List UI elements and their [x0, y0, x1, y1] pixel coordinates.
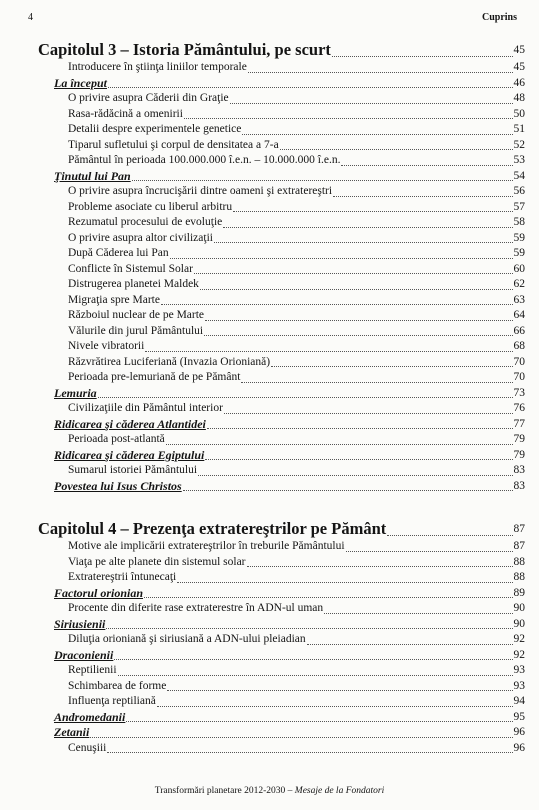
toc-item-title: Detalii despre experimentele genetice [68, 123, 242, 135]
toc-section-title: Ţinutul lui Pan [54, 168, 131, 183]
dot-leader [332, 50, 513, 57]
toc-section-title: Ridicarea şi căderea Atlantidei [54, 416, 206, 431]
toc-item[interactable] [38, 122, 525, 138]
page-header [0, 12, 539, 26]
toc-item[interactable] [38, 246, 525, 262]
toc-item[interactable] [38, 308, 525, 324]
toc-section-title: Povestea lui Isus Christos [54, 478, 182, 493]
toc-section-title: Zetanii [54, 725, 90, 739]
dot-leader [144, 591, 512, 598]
chapter-heading-page: 45 [513, 44, 525, 56]
toc-section-page: 77 [513, 417, 525, 430]
dot-leader [307, 638, 513, 645]
toc-item[interactable] [38, 741, 525, 757]
toc-item-title: Introducere în ştiinţa liniilor temporale [68, 61, 247, 73]
toc-section[interactable] [38, 617, 525, 633]
toc-item-page: 87 [513, 540, 525, 552]
toc-item-title: O privire asupra altor civilizaţii [68, 231, 213, 244]
toc-item-page: 70 [513, 355, 525, 368]
dot-leader [184, 112, 513, 119]
toc-section[interactable] [38, 710, 525, 726]
dot-leader [126, 715, 512, 722]
toc-section-title: Siriusienii [54, 616, 106, 631]
toc-item[interactable] [38, 153, 525, 169]
page-number: 4 [28, 12, 33, 23]
toc-item-page: 64 [513, 309, 525, 321]
toc-item[interactable] [38, 293, 525, 309]
toc-section-title: Draconienii [54, 647, 114, 662]
chapter-heading-title: Capitolul 3 – Istoria Pământului, pe scurt [38, 40, 331, 59]
toc-section[interactable] [38, 725, 525, 741]
toc-item[interactable] [38, 107, 525, 123]
toc-section-page: 79 [513, 448, 525, 461]
dot-leader [170, 252, 513, 259]
toc-item[interactable] [38, 401, 525, 417]
toc-section[interactable] [38, 169, 525, 185]
toc-item-page: 59 [513, 231, 525, 244]
toc-section[interactable] [38, 76, 525, 92]
page-footer [0, 786, 539, 796]
toc-section-page: 95 [513, 710, 525, 723]
toc-section[interactable] [38, 448, 525, 464]
toc-item-page: 60 [513, 262, 525, 275]
toc-item-page: 59 [513, 247, 525, 259]
dot-leader [387, 529, 512, 536]
dot-leader [248, 66, 513, 73]
toc-item-page: 50 [513, 107, 525, 120]
toc-item-page: 51 [513, 123, 525, 135]
toc-section[interactable] [38, 586, 525, 602]
toc-item[interactable] [38, 694, 525, 710]
dot-leader [346, 545, 513, 552]
toc-item-page: 45 [513, 61, 525, 73]
dot-leader [90, 731, 512, 738]
toc-item-title: O privire asupra încrucişării dintre oameni şi extratereştri [68, 185, 333, 197]
dot-leader [205, 314, 512, 321]
footer-subtitle: Mesaje de la Fondatori [294, 786, 385, 796]
chapter-heading[interactable] [38, 519, 525, 539]
toc-item[interactable] [38, 632, 525, 648]
dot-leader [247, 560, 513, 567]
toc-item-page: 48 [513, 92, 525, 104]
toc-item[interactable] [38, 539, 525, 555]
dot-leader [233, 205, 512, 212]
dot-leader [166, 438, 513, 445]
toc-item-title: Conflicte în Sistemul Solar [68, 262, 193, 275]
dot-leader [183, 484, 513, 491]
toc-item-title: Migraţia spre Marte [68, 293, 160, 306]
toc-item-title: Reptilienii [68, 664, 117, 676]
toc-section[interactable] [38, 417, 525, 433]
dot-leader [242, 128, 512, 135]
dot-leader [333, 190, 512, 197]
dot-leader [271, 360, 512, 367]
dot-leader [98, 391, 513, 398]
dot-leader [167, 684, 512, 691]
toc-section-page: 96 [513, 726, 525, 738]
toc-chapter-3 [38, 40, 525, 494]
toc-item-title: Nivele vibratorii [68, 340, 145, 352]
toc-item-title: Distrugerea planetei Maldek [68, 278, 199, 290]
toc-item-page: 88 [513, 571, 525, 583]
toc-item-title: Războiul nuclear de pe Marte [68, 309, 205, 321]
dot-leader [205, 453, 512, 460]
toc-section-page: 89 [513, 586, 525, 599]
toc-item-page: 90 [513, 602, 525, 614]
toc-item[interactable] [38, 138, 525, 154]
toc-section-title: Andromedanii [54, 709, 126, 724]
toc-item-page: 70 [513, 371, 525, 383]
toc-section-page: 73 [513, 386, 525, 399]
running-title: Cuprins [481, 12, 517, 23]
toc-item-title: O privire asupra Căderii din Graţie [68, 92, 229, 104]
toc-item-page: 66 [513, 324, 525, 337]
dot-leader [177, 576, 512, 583]
toc-item-page: 94 [513, 695, 525, 707]
toc-item[interactable] [38, 555, 525, 571]
toc-item[interactable] [38, 663, 525, 679]
toc-item-title: Sumarul istoriei Pământului [68, 464, 198, 476]
toc-item-page: 92 [513, 633, 525, 645]
dot-leader [132, 174, 513, 181]
toc-item-page: 93 [513, 664, 525, 676]
toc-item-title: Diluţia orioniană şi siriusiană a ADN-ului pleiadian [68, 633, 306, 645]
toc-item[interactable] [38, 231, 525, 247]
toc-section-page: 92 [513, 648, 525, 661]
toc-item-title: Influenţa reptiliană [68, 695, 156, 707]
toc-section[interactable] [38, 648, 525, 664]
toc-section-page: 46 [513, 76, 525, 89]
toc-item-title: Schimbarea de forme [68, 679, 167, 692]
toc-item-page: 62 [513, 278, 525, 290]
toc-item[interactable] [38, 679, 525, 695]
toc-section-page: 83 [513, 479, 525, 492]
toc-item-title: Procente din diferite rase extraterestre în ADN-ul uman [68, 602, 324, 614]
chapter-heading[interactable] [38, 40, 525, 60]
toc-item[interactable] [38, 60, 525, 76]
toc-item[interactable] [38, 339, 525, 355]
toc-chapter-4 [38, 519, 525, 756]
toc-item[interactable] [38, 432, 525, 448]
toc-item[interactable] [38, 262, 525, 278]
toc-item-page: 52 [513, 138, 525, 151]
dot-leader [241, 376, 512, 383]
toc-item-title: Rezumatul procesului de evoluţie [68, 216, 223, 228]
toc-item[interactable] [38, 277, 525, 293]
toc-item-title: După Căderea lui Pan [68, 247, 169, 259]
dot-leader [114, 653, 512, 660]
toc-item-title: Motive ale implicării extratereştrilor în treburile Pământului [68, 540, 345, 552]
dot-leader [161, 298, 513, 305]
toc-section-title: La început [54, 75, 107, 90]
toc-item-title: Tiparul sufletului şi corpul de densitatea a 7-a [68, 138, 279, 151]
toc-item[interactable] [38, 463, 525, 479]
dot-leader [157, 700, 513, 707]
toc-item-page: 88 [513, 555, 525, 568]
dot-leader [214, 236, 513, 243]
toc-section[interactable] [38, 479, 525, 495]
dot-leader [230, 97, 513, 104]
toc-item-title: Cenuşiii [68, 741, 107, 754]
dot-leader [108, 81, 513, 88]
toc-item-title: Rasa-rădăcină a omenirii [68, 107, 183, 120]
toc-item-page: 56 [513, 185, 525, 197]
toc-item[interactable] [38, 324, 525, 340]
toc-item-page: 68 [513, 340, 525, 352]
toc-section-page: 54 [513, 169, 525, 182]
toc-section-title: Factorul orionian [54, 585, 144, 600]
chapter-heading-page: 87 [513, 523, 525, 535]
toc-item-title: Vălurile din jurul Pământului [68, 324, 204, 337]
dot-leader [341, 159, 512, 166]
dot-leader [223, 221, 512, 228]
toc-item-page: 79 [513, 433, 525, 445]
toc-section-page: 90 [513, 617, 525, 630]
toc-item-page: 96 [513, 741, 525, 754]
toc-item-page: 57 [513, 200, 525, 213]
toc-item-page: 76 [513, 402, 525, 414]
toc-item-title: Probleme asociate cu liberul arbitru [68, 200, 233, 213]
dot-leader [118, 669, 513, 676]
dot-leader [224, 407, 513, 414]
toc-item-page: 83 [513, 464, 525, 476]
toc-section-title: Lemuria [54, 385, 97, 400]
toc-item[interactable] [38, 601, 525, 617]
toc-item-title: Civilizaţiile din Pământul interior [68, 402, 223, 414]
toc-item[interactable] [38, 91, 525, 107]
footer-book-title: Transformări planetare 2012-2030 – [154, 786, 295, 796]
toc-item[interactable] [38, 184, 525, 200]
toc-section-title: Ridicarea şi căderea Egiptului [54, 447, 205, 462]
toc-item-title: Extratereştrii întunecaţi [68, 571, 177, 583]
dot-leader [198, 469, 512, 476]
dot-leader [280, 143, 513, 150]
toc-item[interactable] [38, 215, 525, 231]
toc-item-page: 58 [513, 216, 525, 228]
toc-item-title: Perioada post-atlantă [68, 433, 165, 445]
toc-item-title: Viaţa pe alte planete din sistemul solar [68, 555, 246, 568]
dot-leader [145, 345, 512, 352]
toc-item-title: Perioada pre-lemuriană de pe Pământ [68, 371, 241, 383]
toc-section[interactable] [38, 386, 525, 402]
toc-item[interactable] [38, 355, 525, 371]
dot-leader [207, 422, 513, 429]
dot-leader [107, 746, 512, 753]
toc-item-page: 53 [513, 154, 525, 166]
toc-item-page: 63 [513, 293, 525, 306]
toc-item[interactable] [38, 370, 525, 386]
toc-item[interactable] [38, 200, 525, 216]
toc-item-title: Pământul în perioada 100.000.000 î.e.n. – 10.000.000 î.e.n. [68, 154, 341, 166]
dot-leader [106, 622, 512, 629]
toc-item[interactable] [38, 570, 525, 586]
dot-leader [194, 267, 513, 274]
dot-leader [204, 329, 512, 336]
chapter-heading-title: Capitolul 4 – Prezenţa extratereştrilor pe Pământ [38, 519, 387, 538]
dot-leader [200, 283, 513, 290]
toc-item-title: Răzvrătirea Luciferiană (Invazia Orioniană) [68, 355, 271, 368]
toc-item-page: 93 [513, 679, 525, 692]
dot-leader [324, 607, 512, 614]
